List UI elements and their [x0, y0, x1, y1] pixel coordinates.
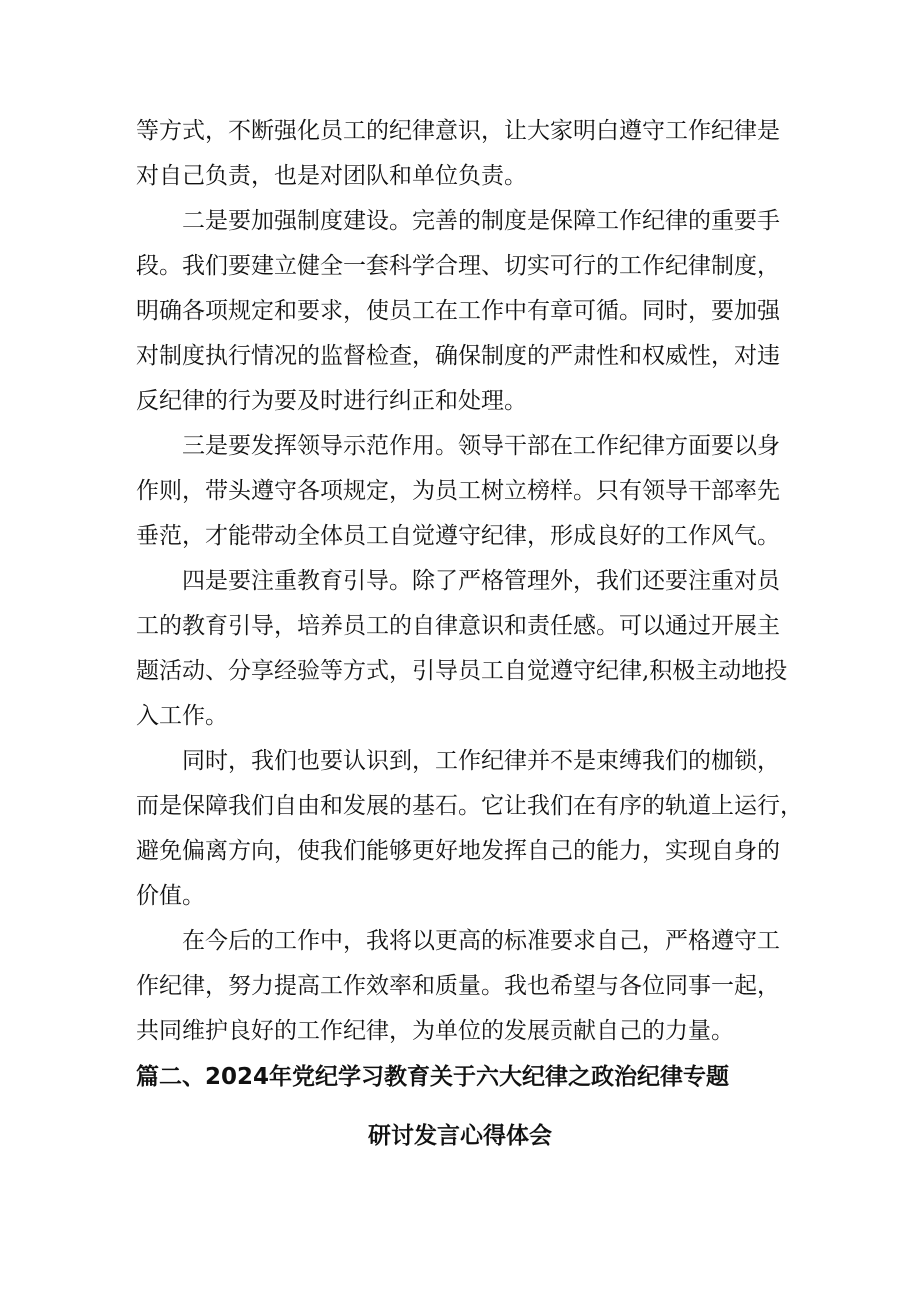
paragraph-line: 反纪律的行为要及时进行纠正和处理。: [136, 388, 527, 414]
paragraph-line: 避免偏离方向，使我们能够更好地发挥自己的能力，实现自身的: [136, 838, 780, 864]
paragraph-line: 而是保障我们自由和发展的基石。它让我们在有序的轨道上运行，: [136, 793, 803, 819]
paragraph-first-line: 四是要注重教育引导。除了严格管理外，我们还要注重对员: [182, 568, 780, 594]
paragraph-line: 入工作。: [136, 703, 228, 729]
paragraph-line: 作则，带头遵守各项规定，为员工树立榜样。只有领导干部率先: [136, 478, 780, 504]
paragraph-first-line: 二是要加强制度建设。完善的制度是保障工作纪律的重要手: [182, 208, 780, 234]
paragraph-first-line: 在今后的工作中，我将以更高的标准要求自己，严格遵守工: [182, 928, 780, 954]
paragraph-line: 共同维护良好的工作纪律，为单位的发展贡献自己的力量。: [136, 1018, 734, 1044]
paragraph-line: 明确各项规定和要求，使员工在工作中有章可循。同时，要加强: [136, 298, 780, 324]
paragraph-line: 对自己负责，也是对团队和单位负责。: [136, 163, 527, 189]
paragraph-line: 对制度执行情况的监督检查，确保制度的严肃性和权威性，对违: [136, 343, 780, 369]
section-heading: 篇二、2024年党纪学习教育关于六大纪律之政治纪律专题: [136, 1064, 730, 1090]
paragraph-line: 垂范，才能带动全体员工自觉遵守纪律，形成良好的工作风气。: [136, 523, 780, 549]
paragraph-first-line: 三是要发挥领导示范作用。领导干部在工作纪律方面要以身: [182, 433, 780, 459]
paragraph-line: 工的教育引导，培养员工的自律意识和责任感。可以通过开展主: [136, 613, 780, 639]
paragraph-line: 段。我们要建立健全一套科学合理、切实可行的工作纪律制度，: [136, 253, 780, 279]
paragraph-line: 题活动、分享经验等方式，引导员工自觉遵守纪律,积极主动地投: [136, 658, 788, 684]
paragraph-line: 价值。: [136, 883, 205, 909]
section-heading-subtitle: 研讨发言心得体会: [368, 1123, 552, 1149]
paragraph-first-line: 同时，我们也要认识到，工作纪律并不是束缚我们的枷锁，: [182, 748, 780, 774]
paragraph-line: 等方式，不断强化员工的纪律意识，让大家明白遵守工作纪律是: [136, 118, 780, 144]
paragraph-line: 作纪律，努力提高工作效率和质量。我也希望与各位同事一起，: [136, 973, 780, 999]
